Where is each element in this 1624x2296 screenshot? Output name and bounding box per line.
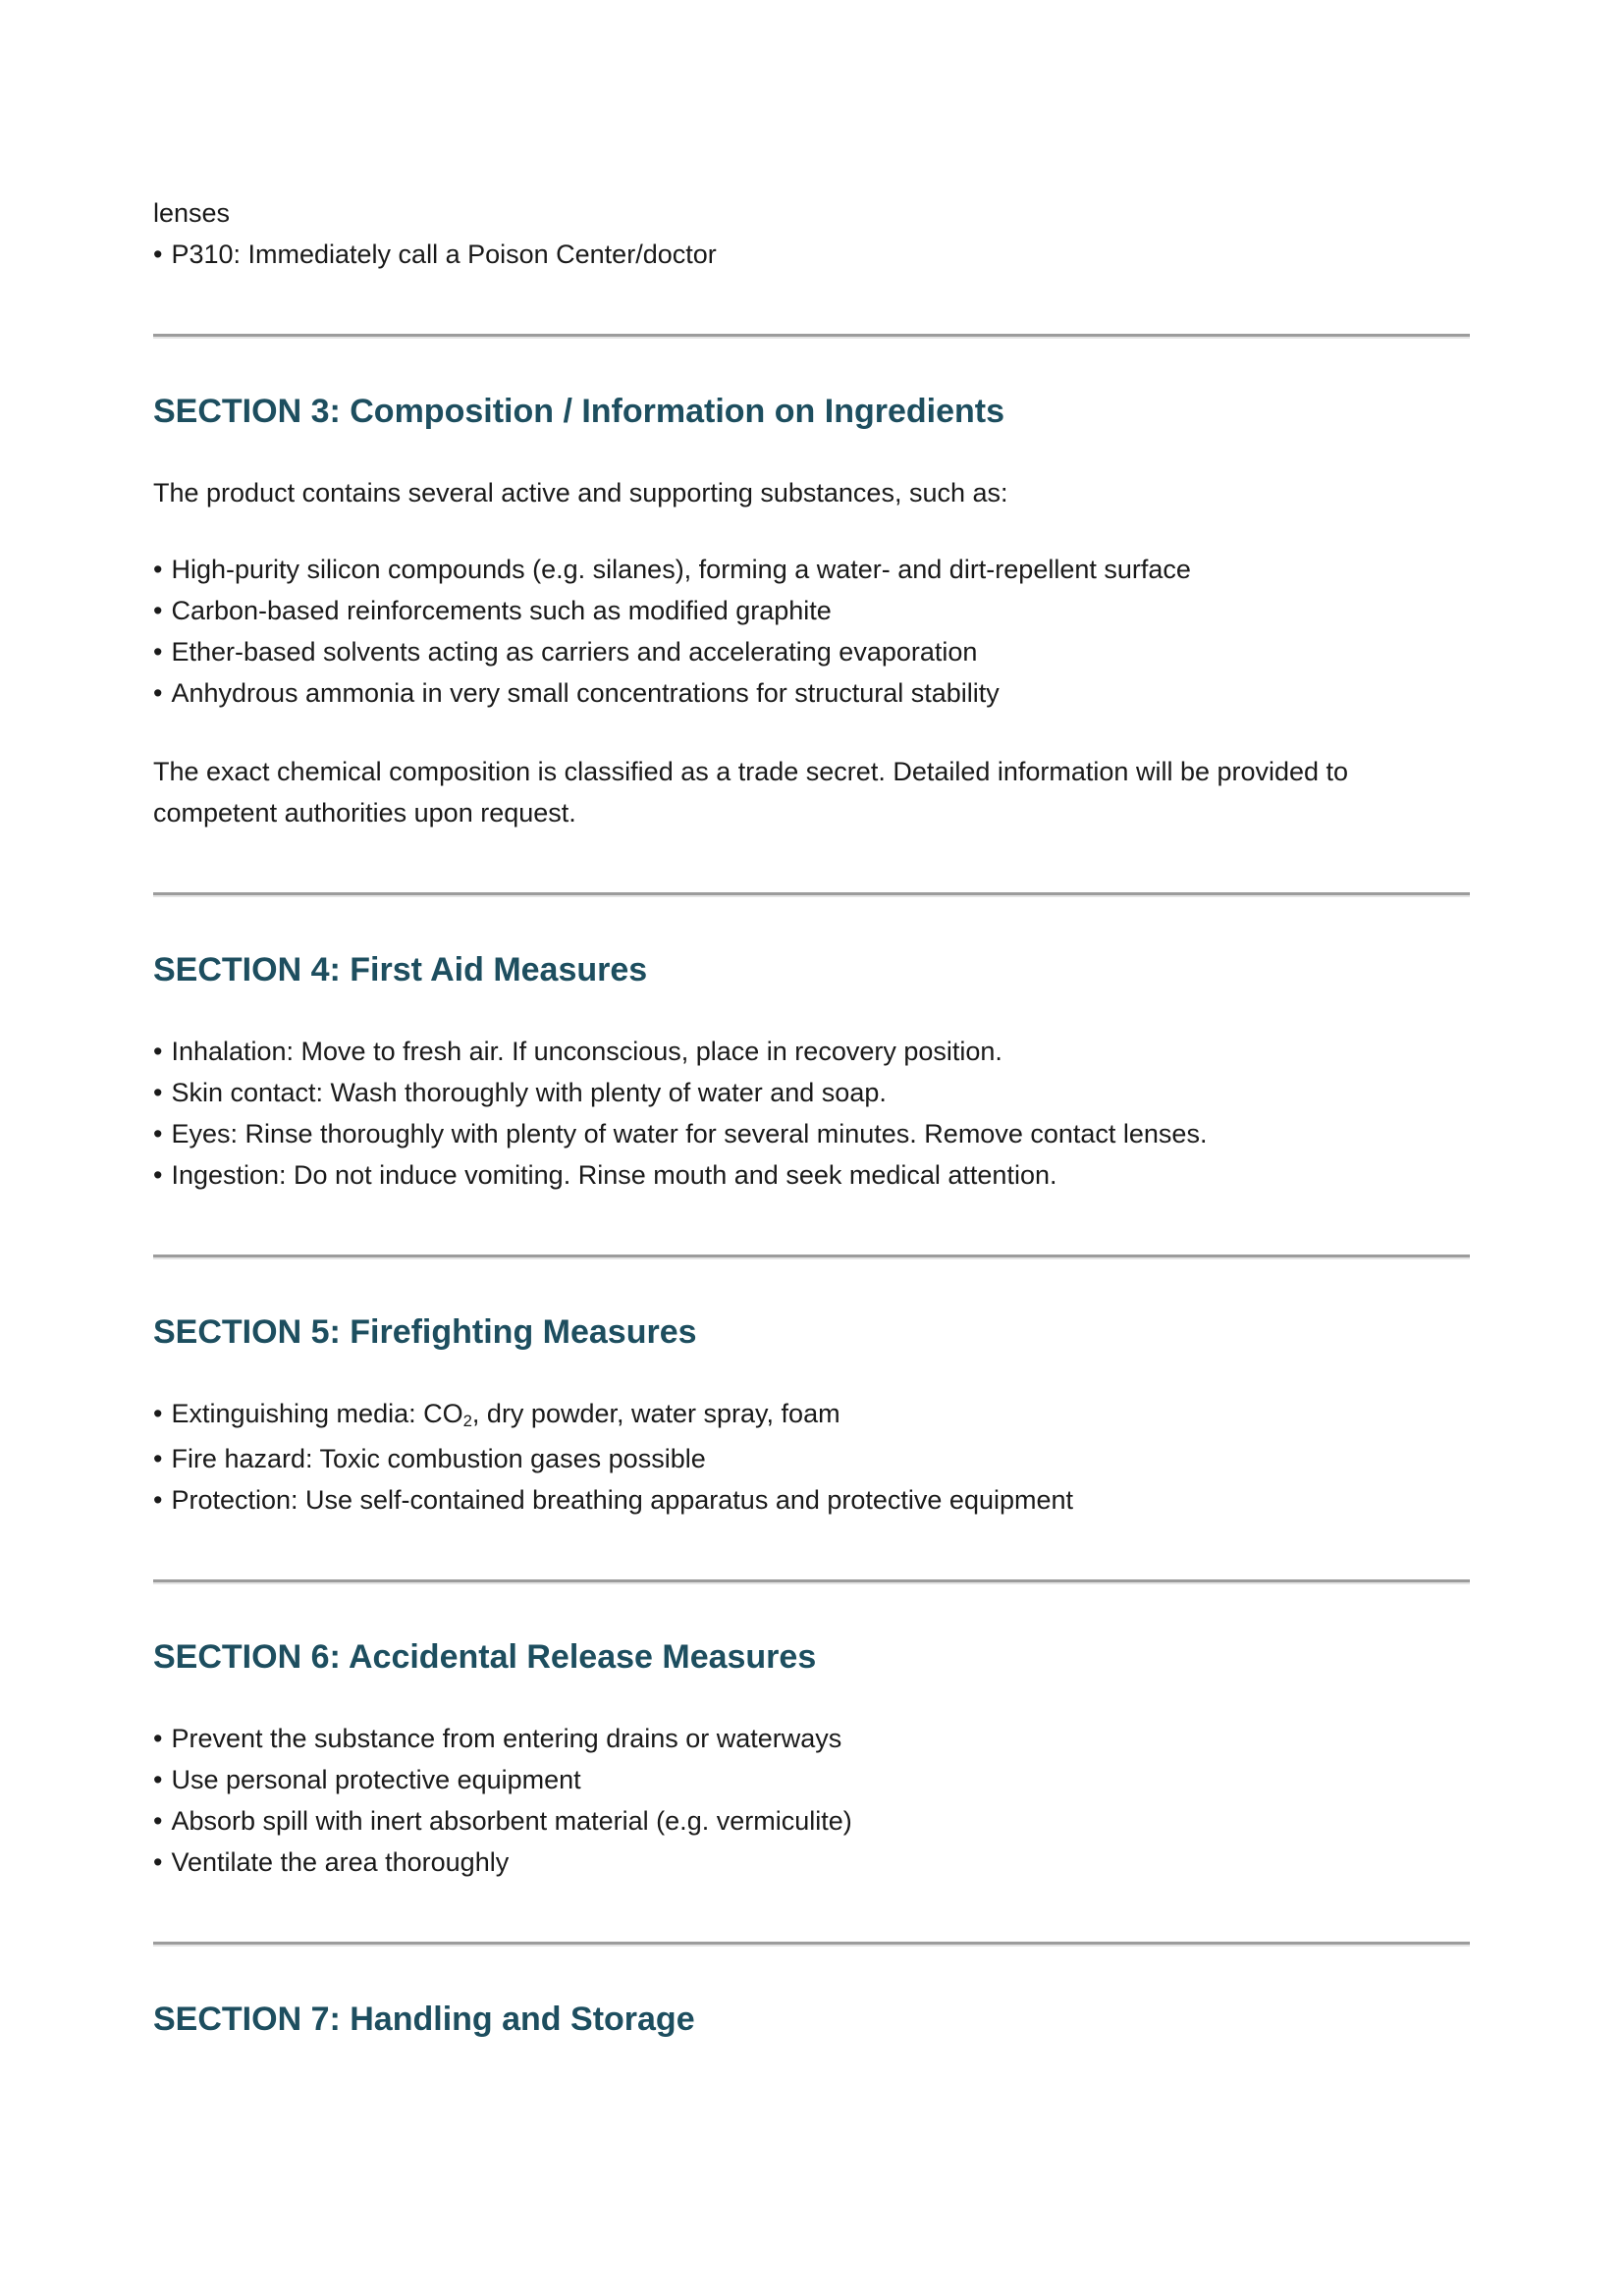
bullet-marker: • <box>153 240 163 269</box>
section-6-bullet-list <box>153 1718 1470 1883</box>
section-divider <box>153 334 1470 339</box>
p310-bullet-text: P310: Immediately call a Poison Center/doctor <box>171 240 717 269</box>
bullet-item <box>153 1479 1470 1521</box>
section-3-intro: The product contains several active and supporting substances, such as: <box>153 478 1008 507</box>
bullet-text: Inhalation: Move to fresh air. If unconscious, place in recovery position. <box>171 1037 1002 1066</box>
bullet-marker: • <box>153 555 163 584</box>
section-3-bullet-list <box>153 549 1470 714</box>
section-5-bullet-list <box>153 1393 1470 1521</box>
section-3-title: SECTION 3: Composition / Information on Ingredients <box>153 393 1004 430</box>
bullet-text: Skin contact: Wash thoroughly with plenty of water and soap. <box>171 1078 887 1107</box>
bullet-marker: • <box>153 1078 163 1107</box>
bullet-text: Eyes: Rinse thoroughly with plenty of water for several minutes. Remove contact lenses. <box>171 1119 1208 1148</box>
bullet-marker: • <box>153 1399 163 1428</box>
bullet-marker: • <box>153 1037 163 1066</box>
section-7-title: SECTION 7: Handling and Storage <box>153 2001 695 2038</box>
section-divider <box>153 1942 1470 1947</box>
section-divider <box>153 1255 1470 1259</box>
bullet-item <box>153 1759 1470 1800</box>
bullet-text: Prevent the substance from entering drains or waterways <box>171 1724 842 1753</box>
section-6-title: SECTION 6: Accidental Release Measures <box>153 1638 817 1676</box>
bullet-marker: • <box>153 1119 163 1148</box>
bullet-text-pre: Extinguishing media: CO <box>171 1399 463 1428</box>
bullet-marker: • <box>153 1160 163 1190</box>
bullet-marker: • <box>153 1765 163 1794</box>
bullet-item <box>153 1393 1470 1438</box>
section-3-outro: The exact chemical composition is classified as a trade secret. Detailed information will be provided to competent authorities upon request. <box>153 757 1349 828</box>
bullet-text: Absorb spill with inert absorbent material (e.g. vermiculite) <box>171 1806 852 1836</box>
bullet-marker: • <box>153 596 163 625</box>
bullet-text: Ventilate the area thoroughly <box>171 1847 510 1877</box>
bullet-text: Anhydrous ammonia in very small concentrations for structural stability <box>171 678 1000 708</box>
bullet-text: Use personal protective equipment <box>171 1765 581 1794</box>
section-4-bullet-list <box>153 1031 1470 1196</box>
bullet-marker: • <box>153 1806 163 1836</box>
bullet-item <box>153 1154 1470 1196</box>
bullet-item <box>153 672 1470 714</box>
bullet-item <box>153 1800 1470 1842</box>
bullet-item <box>153 1718 1470 1759</box>
bullet-marker: • <box>153 1847 163 1877</box>
bullet-text: Carbon-based reinforcements such as modified graphite <box>171 596 832 625</box>
bullet-item <box>153 1072 1470 1113</box>
bullet-item <box>153 1842 1470 1883</box>
bullet-text: High-purity silicon compounds (e.g. silanes), forming a water- and dirt-repellent surface <box>171 555 1191 584</box>
bullet-text: Ingestion: Do not induce vomiting. Rinse mouth and seek medical attention. <box>171 1160 1057 1190</box>
bullet-marker: • <box>153 678 163 708</box>
bullet-item <box>153 1113 1470 1154</box>
bullet-item <box>153 590 1470 631</box>
bullet-text: Protection: Use self-contained breathing apparatus and protective equipment <box>171 1485 1074 1515</box>
section-divider <box>153 892 1470 897</box>
bullet-item <box>153 1438 1470 1479</box>
section-4-title: SECTION 4: First Aid Measures <box>153 951 648 988</box>
bullet-marker: • <box>153 1444 163 1473</box>
bullet-item <box>153 631 1470 672</box>
bullet-item <box>153 549 1470 590</box>
bullet-text: Fire hazard: Toxic combustion gases possible <box>171 1444 706 1473</box>
section-5-title: SECTION 5: Firefighting Measures <box>153 1313 697 1351</box>
bullet-text-post: , dry powder, water spray, foam <box>471 1399 840 1428</box>
co2-subscript: 2 <box>462 1412 472 1431</box>
bullet-text: Ether-based solvents acting as carriers and accelerating evaporation <box>171 637 978 667</box>
continuation-line: lenses <box>153 198 231 228</box>
section-divider <box>153 1579 1470 1584</box>
bullet-marker: • <box>153 1724 163 1753</box>
bullet-marker: • <box>153 637 163 667</box>
bullet-item <box>153 1031 1470 1072</box>
p310-bullet-line <box>153 234 1470 275</box>
bullet-marker: • <box>153 1485 163 1515</box>
